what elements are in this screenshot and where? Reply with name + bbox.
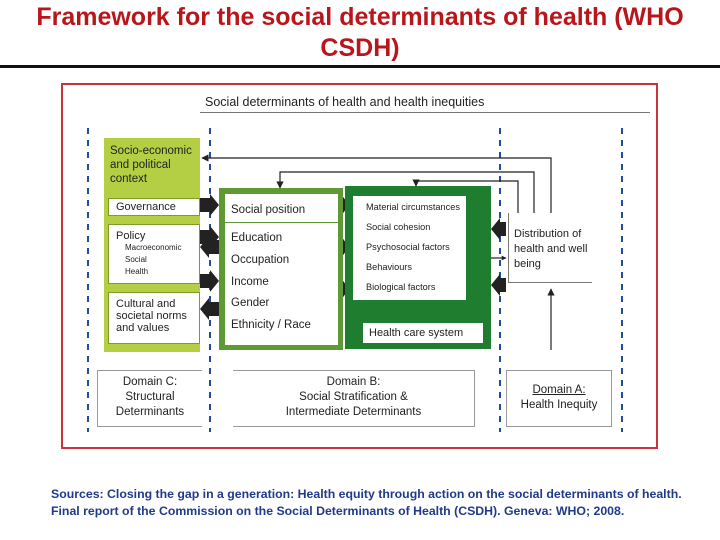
policy-item: Social	[125, 255, 147, 264]
outcome-to-intermediary-arrows	[491, 218, 506, 296]
sources-citation: Sources: Closing the gap in a generation: Health equity through action on the social determinants of health. Final report of the Commission on the Social Determinants of Health (CSDH). Geneva: WHO; 2008.	[51, 487, 682, 518]
intermediary-item-behaviours: Behaviours	[366, 262, 412, 272]
governance-label: Governance	[116, 201, 176, 213]
domain-b-line3: Intermediate Determinants	[285, 406, 422, 418]
domain-a-line1: Domain A:	[532, 384, 586, 396]
intermediary-item-biological: Biological factors	[366, 282, 436, 292]
health-care-system-box: Health care system	[363, 323, 483, 343]
slide-title: Framework for the social determinants of health (WHO CSDH)	[36, 3, 684, 62]
policy-item: Health	[125, 267, 149, 276]
position-item-education: Education	[231, 232, 283, 244]
domain-a-line2: Health Inequity	[520, 399, 598, 411]
intermediary-item-cohesion: Social cohesion	[366, 222, 431, 232]
outcome-label: Distribution of health and well being	[514, 228, 588, 270]
position-item-gender: Gender	[231, 297, 270, 309]
position-item-ethnicity: Ethnicity / Race	[231, 319, 311, 331]
domain-b-line2: Social Stratification &	[299, 391, 408, 403]
domain-b-line1: Domain B:	[326, 376, 381, 388]
domain-c-label: Domain C: Structural Determinants	[115, 376, 185, 418]
culture-label: Cultural and societal norms and values	[116, 298, 187, 334]
position-item-income: Income	[231, 276, 269, 288]
policy-box	[108, 224, 200, 284]
domain-b-box	[233, 370, 475, 427]
policy-item: Macroeconomic	[125, 243, 182, 252]
governance-box	[108, 198, 200, 216]
domain-c-box	[97, 370, 202, 427]
position-item-occupation: Occupation	[231, 254, 290, 266]
social-position-title: Social position	[231, 204, 306, 216]
intermediary-item-psychosocial: Psychosocial factors	[366, 242, 450, 252]
domain-a-box	[506, 370, 612, 427]
culture-box	[108, 292, 200, 344]
diagram-heading: Social determinants of health and health inequities	[205, 95, 485, 109]
context-title: Socio-economic and political context	[110, 145, 192, 185]
position-divider	[225, 222, 338, 223]
policy-label: Policy	[116, 230, 146, 242]
intermediary-item-material: Material circumstances	[366, 202, 460, 212]
